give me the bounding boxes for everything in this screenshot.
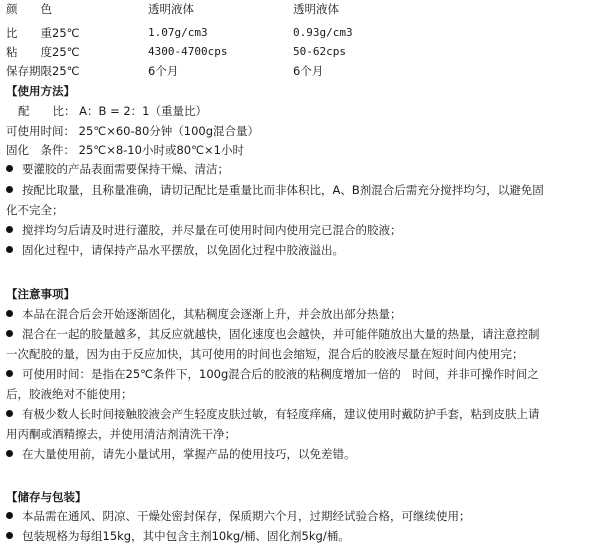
bullet-dot — [6, 330, 13, 337]
notes-heading: 【注意事项】 — [6, 287, 75, 301]
notes-bullet: 在大量使用前，请先小量试用，掌握产品的使用技巧，以免差错。 — [6, 445, 356, 464]
bullet-dot — [6, 165, 13, 172]
bullet-dot — [6, 512, 13, 519]
bullet-dot — [6, 410, 13, 417]
notes-bullet-continuation: 一次配胶的量，因为由于反应加快，其可使用的时间也会缩短，混合后的胶液尽量在短时间内使用完； — [6, 347, 524, 361]
usage-bullet-continuation: 化不完全； — [6, 203, 64, 217]
bullet-dot — [6, 226, 13, 233]
prop-b-color: 透明液体 — [293, 2, 339, 16]
prop-label-density: 比 重25℃ — [6, 26, 80, 40]
storage-bullet: 本品需在通风、阴凉、干燥处密封保存，保质期六个月，过期经试验合格，可继续使用； — [6, 507, 471, 526]
notes-bullet: 本品在混合后会开始逐渐固化，其粘稠度会逐渐上升，并会放出部分热量； — [6, 305, 402, 324]
notes-bullet: 可使用时间：是指在25℃条件下，100g混合后的胶液的粘稠度增加一倍的 时间，并非可操作时间之 — [6, 365, 539, 384]
usage-heading: 【使用方法】 — [6, 84, 75, 98]
usage-cure: 固化 条件： 25℃×8-10小时或80℃×1小时 — [6, 143, 244, 157]
prop-label-shelf-life: 保存期限25℃ — [6, 64, 80, 78]
usage-bullet: 按配比取量，且称量准确，请切记配比是重量比而非体积比，A、B剂混合后需充分搅拌均匀，以避免固 — [6, 181, 544, 200]
notes-bullet-continuation: 后，胶液绝对不能使用； — [6, 387, 133, 401]
storage-heading: 【储存与包装】 — [6, 490, 87, 504]
prop-a-color: 透明液体 — [148, 2, 194, 16]
bullet-dot — [6, 450, 13, 457]
usage-bullet: 要灌胶的产品表面需要保持干燥、清洁； — [6, 160, 229, 179]
prop-label-color: 颜 色 — [6, 2, 52, 16]
bullet-dot — [6, 186, 13, 193]
notes-bullet-continuation: 用丙酮或酒精擦去，并使用清洁剂清洗干净； — [6, 427, 236, 441]
bullet-dot — [6, 310, 13, 317]
storage-bullet: 包装规格为每组15kg，其中包含主剂10kg/桶、固化剂5kg/桶。 — [6, 527, 350, 546]
prop-a-shelf-life: 6个月 — [148, 64, 179, 78]
usage-ratio: 配 比： A：B = 2：1（重量比） — [18, 104, 207, 118]
notes-bullet: 有极少数人长时间接触胶液会产生轻度皮肤过敏，有轻度痒痛，建议使用时戴防护手套，粘到皮肤上请 — [6, 405, 540, 424]
prop-b-viscosity: 50-62cps — [293, 45, 346, 58]
bullet-dot — [6, 246, 13, 253]
bullet-dot — [6, 532, 13, 539]
usage-bullet: 固化过程中，请保持产品水平摆放，以免固化过程中胶液溢出。 — [6, 241, 344, 260]
prop-a-viscosity: 4300-4700cps — [148, 45, 228, 58]
usage-bullet: 搅拌均匀后请及时进行灌胶，并尽量在可使用时间内使用完已混合的胶液； — [6, 221, 402, 240]
prop-b-density: 0.93g/cm3 — [293, 26, 353, 39]
prop-a-density: 1.07g/cm3 — [148, 26, 208, 39]
usage-pot-life: 可使用时间： 25℃×60-80分钟（100g混合量） — [6, 124, 260, 138]
prop-label-viscosity: 粘 度25℃ — [6, 45, 80, 59]
notes-bullet: 混合在一起的胶量越多，其反应就越快，固化速度也会越快，并可能伴随放出大量的热量，请注意控制 — [6, 325, 540, 344]
prop-b-shelf-life: 6个月 — [293, 64, 324, 78]
bullet-dot — [6, 370, 13, 377]
